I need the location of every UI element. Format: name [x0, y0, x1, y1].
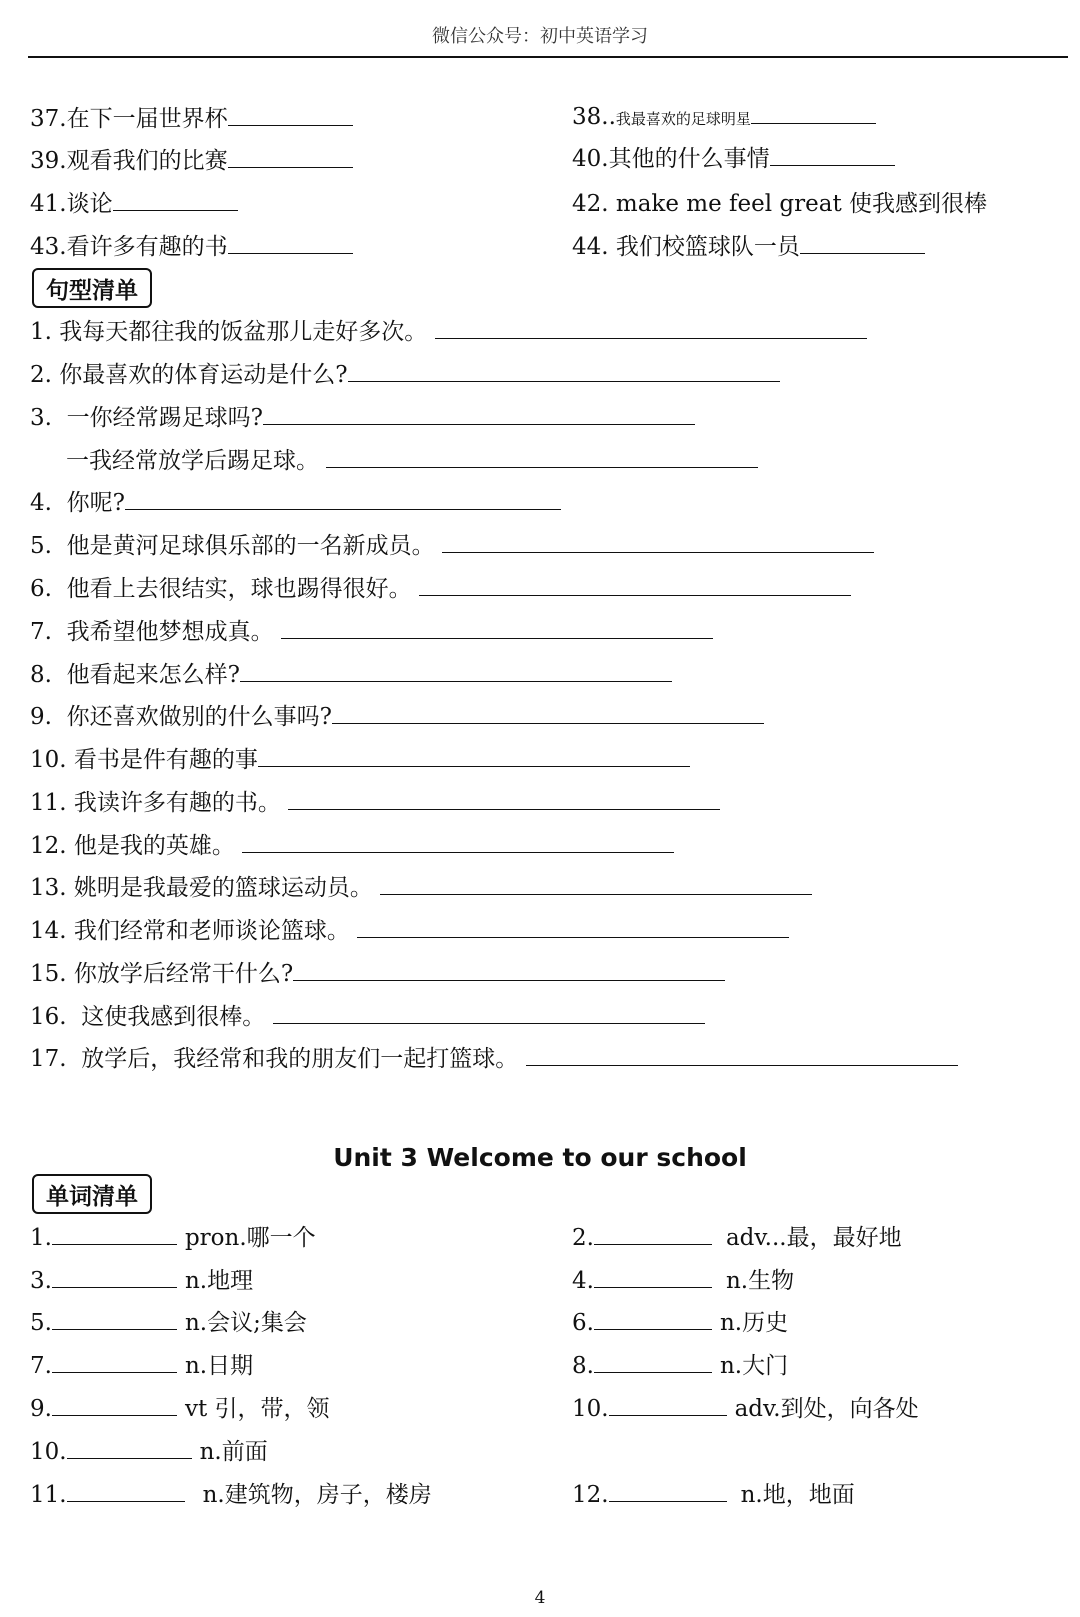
word-item [30, 1308, 307, 1338]
sentence-num: 5. [30, 533, 52, 559]
word-item [30, 1351, 253, 1381]
answer-blank[interactable] [442, 532, 874, 553]
sentence-item [30, 745, 690, 775]
sentence-text: 你最喜欢的体育运动是什么? [59, 362, 348, 388]
sentence-text: 一我经常放学后踢足球。 [66, 448, 319, 474]
word-num: 6. [572, 1310, 594, 1336]
answer-blank[interactable] [609, 1395, 727, 1416]
phrase-item [30, 104, 353, 134]
phrase-num: 43. [30, 234, 67, 260]
word-num: 10. [30, 1439, 67, 1465]
sentence-item [30, 317, 867, 347]
answer-blank[interactable] [263, 404, 695, 425]
answer-blank[interactable] [751, 103, 876, 124]
sentence-text: 他是黄河足球俱乐部的一名新成员。 [66, 533, 435, 559]
sentence-text: 这使我感到很棒。 [81, 1004, 266, 1030]
header-rule [28, 56, 1068, 58]
phrase-text: 看许多有趣的书 [66, 234, 228, 260]
phrase-num: 38.. [572, 104, 616, 130]
phrase-item [572, 144, 895, 174]
answer-blank[interactable] [52, 1267, 177, 1288]
word-num: 1. [30, 1225, 52, 1251]
answer-blank[interactable] [240, 661, 672, 682]
sentence-item [30, 1002, 705, 1032]
answer-blank[interactable] [594, 1224, 712, 1245]
word-item [30, 1480, 432, 1510]
sentence-num: 11. [30, 790, 67, 816]
word-num: 5. [30, 1310, 52, 1336]
word-item [30, 1266, 253, 1296]
sentence-item [30, 617, 713, 647]
word-num: 12. [572, 1482, 609, 1508]
answer-blank[interactable] [293, 960, 725, 981]
sentence-num: 7. [30, 619, 52, 645]
phrase-num: 41. [30, 191, 67, 217]
answer-blank[interactable] [67, 1481, 185, 1502]
sentence-text: 他看起来怎么样? [66, 662, 240, 688]
section-title-sentences: 句型清单 [32, 268, 152, 308]
phrase-text: 我们校篮球队一员 [608, 234, 800, 260]
unit-title: Unit 3 Welcome to our school [333, 1143, 747, 1172]
sentence-item [30, 873, 812, 903]
answer-blank[interactable] [800, 233, 925, 254]
word-num: 10. [572, 1396, 609, 1422]
word-num: 4. [572, 1268, 594, 1294]
word-num: 8. [572, 1353, 594, 1379]
sentence-num: 15. [30, 961, 67, 987]
answer-blank[interactable] [419, 575, 851, 596]
answer-blank[interactable] [228, 233, 353, 254]
word-num: 7. [30, 1353, 52, 1379]
sentence-item [30, 1044, 958, 1074]
sentence-item [66, 446, 758, 476]
sentence-text: 我每天都往我的饭盆那儿走好多次。 [59, 319, 428, 345]
page-header: 微信公众号：初中英语学习 [432, 26, 648, 47]
word-num: 3. [30, 1268, 52, 1294]
answer-blank[interactable] [770, 145, 895, 166]
word-meaning: n.地，地面 [740, 1482, 855, 1508]
phrase-num: 42. [572, 191, 609, 217]
answer-blank[interactable] [609, 1481, 727, 1502]
word-meaning: n.建筑物，房子，楼房 [202, 1482, 432, 1508]
answer-blank[interactable] [228, 105, 353, 126]
phrase-text: 其他的什么事情 [608, 146, 770, 172]
phrase-text: make me feel great 使我感到很棒 [608, 191, 987, 217]
answer-blank[interactable] [52, 1224, 177, 1245]
answer-blank[interactable] [52, 1309, 177, 1330]
sentence-text: 我读许多有趣的书。 [73, 790, 281, 816]
answer-blank[interactable] [348, 361, 780, 382]
sentence-text: 我们经常和老师谈论篮球。 [73, 918, 350, 944]
sentence-text: 放学后，我经常和我的朋友们一起打篮球。 [81, 1046, 519, 1072]
word-meaning: n.生物 [725, 1268, 795, 1294]
word-meaning: vt 引，带，领 [184, 1396, 330, 1422]
phrase-text: 我最喜欢的足球明星 [615, 110, 751, 128]
answer-blank[interactable] [242, 832, 674, 853]
phrase-item [572, 102, 876, 134]
answer-blank[interactable] [526, 1045, 958, 1066]
word-item [572, 1266, 794, 1296]
sentence-item [30, 574, 851, 604]
answer-blank[interactable] [273, 1003, 705, 1024]
sentence-item [30, 702, 764, 732]
answer-blank[interactable] [326, 447, 758, 468]
section-title-words: 单词清单 [32, 1174, 152, 1214]
sentence-text: 你还喜欢做别的什么事吗? [66, 704, 332, 730]
answer-blank[interactable] [281, 618, 713, 639]
sentence-item [30, 531, 874, 561]
sentence-num: 8. [30, 662, 52, 688]
sentence-num: 17. [30, 1046, 67, 1072]
word-meaning: n.地理 [184, 1268, 254, 1294]
answer-blank[interactable] [228, 147, 353, 168]
answer-blank[interactable] [380, 874, 812, 895]
sentence-text: 他是我的英雄。 [73, 833, 235, 859]
sentence-item [30, 360, 780, 390]
answer-blank[interactable] [258, 746, 690, 767]
phrase-text: 谈论 [66, 191, 113, 217]
word-item [572, 1480, 855, 1510]
sentence-item [30, 788, 720, 818]
answer-blank[interactable] [52, 1352, 177, 1373]
answer-blank[interactable] [332, 703, 764, 724]
sentence-text: 你放学后经常干什么? [73, 961, 294, 987]
answer-blank[interactable] [125, 489, 561, 510]
answer-blank[interactable] [288, 789, 720, 810]
sentence-item [30, 831, 674, 861]
sentence-item [30, 660, 672, 690]
sentence-num: 12. [30, 833, 67, 859]
word-num: 11. [30, 1482, 67, 1508]
word-item [572, 1308, 788, 1338]
answer-blank[interactable] [594, 1267, 712, 1288]
sentence-num: 6. [30, 576, 52, 602]
word-num: 9. [30, 1396, 52, 1422]
sentence-num: 3. [30, 405, 52, 431]
sentence-num: 13. [30, 875, 67, 901]
answer-blank[interactable] [435, 318, 867, 339]
phrase-num: 37. [30, 106, 67, 132]
word-item [30, 1394, 330, 1424]
sentence-item [30, 488, 561, 518]
phrase-item [572, 232, 925, 262]
phrase-num: 39. [30, 148, 67, 174]
phrase-item [30, 232, 353, 262]
word-meaning: n.历史 [719, 1310, 789, 1336]
sentence-text: 姚明是我最爱的篮球运动员。 [73, 875, 373, 901]
phrase-item [572, 189, 987, 219]
word-item [30, 1437, 268, 1467]
page-number: 4 [534, 1588, 546, 1608]
answer-blank[interactable] [594, 1352, 712, 1373]
word-meaning: n.会议;集会 [184, 1310, 307, 1336]
sentence-item [30, 403, 695, 433]
answer-blank[interactable] [594, 1309, 712, 1330]
word-meaning: pron.哪一个 [184, 1225, 316, 1251]
word-meaning: n.前面 [199, 1439, 268, 1465]
answer-blank[interactable] [67, 1438, 192, 1459]
phrase-num: 44. [572, 234, 609, 260]
phrase-item [30, 146, 353, 176]
answer-blank[interactable] [52, 1395, 177, 1416]
sentence-num: 9. [30, 704, 52, 730]
phrase-text: 在下一届世界杯 [66, 106, 228, 132]
word-item [30, 1223, 316, 1253]
phrase-text: 观看我们的比赛 [66, 148, 228, 174]
sentence-text: 他看上去很结实，球也踢得很好。 [66, 576, 412, 602]
word-item [572, 1223, 902, 1253]
sentence-num: 1. [30, 319, 52, 345]
word-meaning: n.日期 [184, 1353, 254, 1379]
sentence-num: 16. [30, 1004, 67, 1030]
sentence-num: 4. [30, 490, 52, 516]
word-item [572, 1394, 919, 1424]
sentence-num: 10. [30, 747, 67, 773]
word-item [572, 1351, 788, 1381]
answer-blank[interactable] [113, 190, 238, 211]
phrase-num: 40. [572, 146, 609, 172]
word-meaning: adv...最，最好地 [725, 1225, 902, 1251]
sentence-text: 看书是件有趣的事 [73, 747, 258, 773]
sentence-item [30, 959, 725, 989]
sentence-text: 我希望他梦想成真。 [66, 619, 274, 645]
word-num: 2. [572, 1225, 594, 1251]
sentence-num: 2. [30, 362, 52, 388]
word-meaning: n.大门 [719, 1353, 789, 1379]
sentence-item [30, 916, 789, 946]
sentence-text: 你呢? [66, 490, 125, 516]
sentence-num: 14. [30, 918, 67, 944]
sentence-text: 一你经常踢足球吗? [66, 405, 263, 431]
answer-blank[interactable] [357, 917, 789, 938]
word-meaning: adv.到处，向各处 [734, 1396, 919, 1422]
phrase-item [30, 189, 238, 219]
